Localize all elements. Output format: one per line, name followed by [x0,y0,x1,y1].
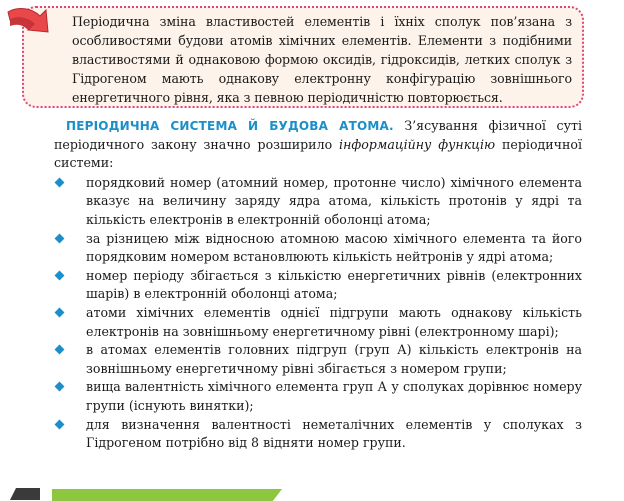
diamond-bullet-icon [55,177,65,187]
list-item-text: вища валентність хімічного елемента груп А у сполуках дорівнює номеру групи (існують винятки); [86,379,582,413]
bottom-dark-tab [10,488,40,500]
diamond-bullet-icon [55,307,65,317]
section-heading: ПЕРІОДИЧНА СИСТЕМА Й БУДОВА АТОМА. [66,119,394,133]
list-item-text: в атомах елементів головних підгруп (груп А) кількість електронів на зовнішньому енергетичному рівні збігається з номером групи; [86,342,582,376]
list-item-text: атоми хімічних елементів однієї підгрупи мають однакову кількість електронів на зовнішньому енергетичному рівні (електронному шарі); [86,304,582,339]
list-item-text: за різницею між відносною атомною масою хімічного елемента та його порядковим номером встановлюють кількість нейтронів у ядрі атома; [86,230,582,265]
callout-text: Періодична зміна властивостей елементів і їхніх сполук пов’язана з особливостями будови атомів хімічних елементів. Елементи з подібними властивостями й однаковою формою оксидів, гідроксидів, летких сполук з Гідрогеном мають однакову електронну конфігурацію зовнішнього енергетичного рівня, яка з певною періодичністю повторюється. [72,14,572,105]
list-item [54,341,582,378]
diamond-bullet-icon [55,233,65,243]
intro-emphasis: інформаційну функцію [339,136,496,152]
bottom-green-bar [52,489,282,501]
diamond-bullet-icon [55,270,65,280]
diamond-bullet-icon [55,419,65,429]
list-item [54,304,582,341]
section-intro [54,117,582,173]
list-item-text: порядковий номер (атомний номер, протонне число) хімічного елемента вказує на величину заряду ядра атома, кількість протонів у ядрі та кількість електронів в електронній оболонці атома; [86,174,582,227]
list-item [54,378,582,415]
curved-arrow-icon [4,2,56,50]
intro-text: З’ясування фізичної суті періодичного закону значно розширило [54,118,582,152]
list-item [54,230,582,267]
diamond-bullet-icon [55,382,65,392]
bullet-list [54,174,582,453]
intro-end: періодичної системи: [54,136,583,171]
list-item-text: для визначення валентності неметалічних елементів у сполуках з Гідрогеном потрібно від 8 відняти номер групи. [86,416,582,451]
list-item-text: номер періоду збігається з кількістю енергетичних рівнів (електронних шарів) в електронній оболонці атома; [86,267,582,302]
list-item [54,416,582,453]
list-item [54,174,582,230]
diamond-bullet-icon [55,345,65,355]
list-item [54,267,582,304]
periodic-system-section [54,117,582,453]
key-idea-callout [22,6,584,108]
